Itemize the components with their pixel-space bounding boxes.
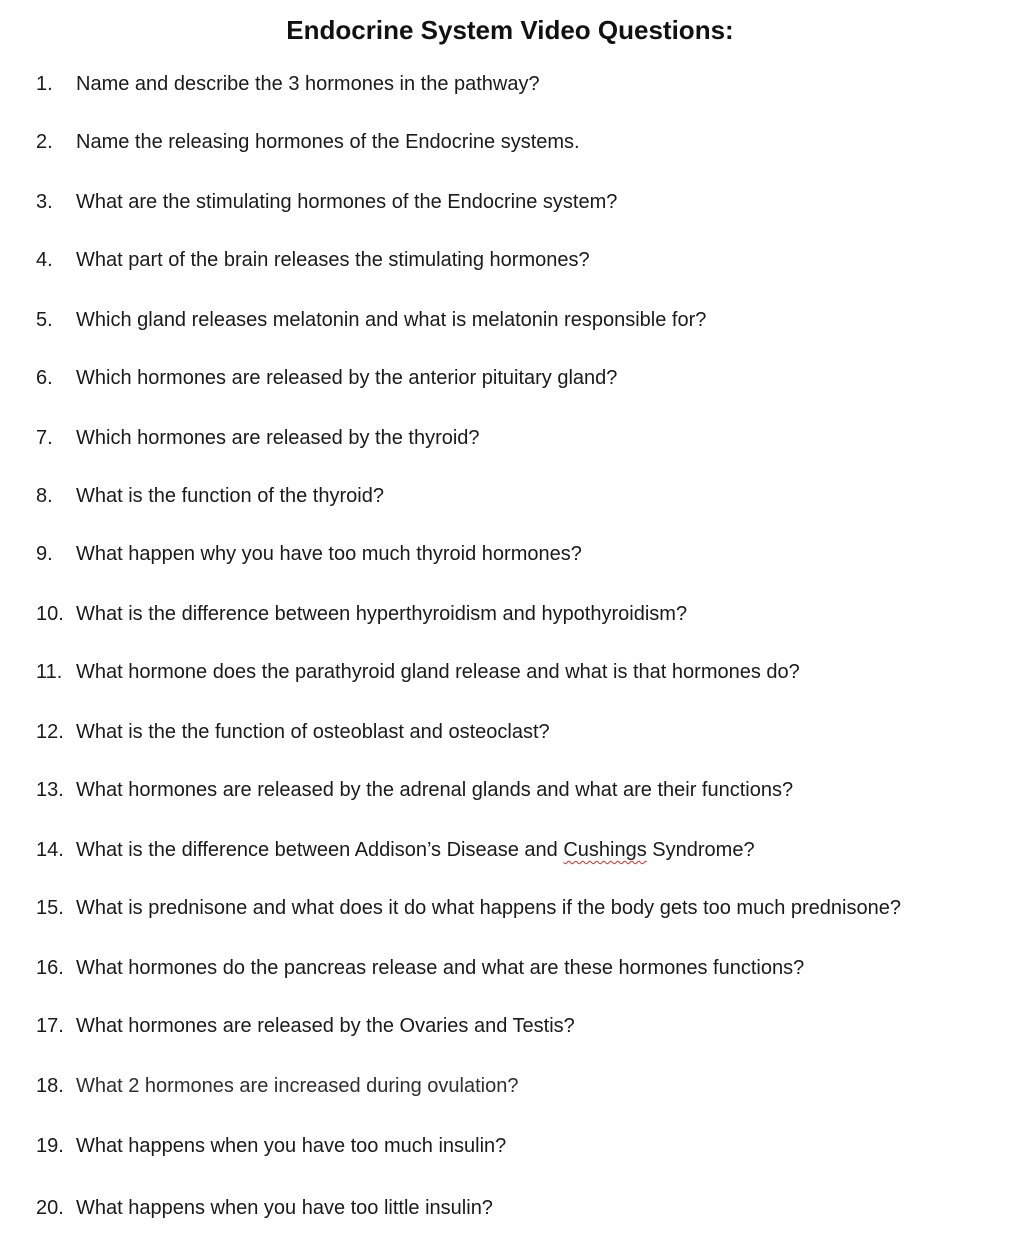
document-title: Endocrine System Video Questions: xyxy=(286,15,734,45)
question-number: 20. xyxy=(36,1197,64,1219)
question-text: What hormones are released by the adrenal glands and what are their functions? xyxy=(76,779,794,801)
question-text: Which hormones are released by the anterior pituitary gland? xyxy=(76,367,618,389)
question-text-part: Syndrome? xyxy=(646,839,755,861)
question-item xyxy=(0,835,1010,865)
question-item xyxy=(0,1071,1010,1101)
question-item xyxy=(0,539,1010,569)
question-number: 5. xyxy=(36,309,53,331)
question-number: 8. xyxy=(36,485,53,507)
question-item xyxy=(0,893,1010,923)
question-item xyxy=(0,127,1010,157)
question-text-part: What is the difference between Addison’s Disease and xyxy=(76,839,564,861)
question-number: 7. xyxy=(36,427,53,449)
question-text: What happens when you have too little insulin? xyxy=(76,1197,493,1219)
question-item xyxy=(0,423,1010,453)
question-text: What part of the brain releases the stimulating hormones? xyxy=(76,249,590,271)
question-item xyxy=(0,1131,1010,1161)
question-text xyxy=(76,835,755,865)
question-number: 10. xyxy=(36,603,64,625)
question-text: Which gland releases melatonin and what is melatonin responsible for? xyxy=(76,309,707,331)
question-text: What are the stimulating hormones of the Endocrine system? xyxy=(76,191,618,213)
question-number: 14. xyxy=(36,839,64,861)
question-item xyxy=(0,717,1010,747)
question-number: 2. xyxy=(36,131,53,153)
spellcheck-flagged-word[interactable]: Cushings xyxy=(563,839,647,861)
question-text: What hormones are released by the Ovaries and Testis? xyxy=(76,1015,575,1037)
question-text: What hormone does the parathyroid gland release and what is that hormones do? xyxy=(76,661,800,683)
question-item xyxy=(0,69,1010,99)
question-text: What is the function of the thyroid? xyxy=(76,485,384,507)
question-number: 1. xyxy=(36,73,53,95)
question-item xyxy=(0,775,1010,805)
question-item xyxy=(0,1193,1010,1223)
question-text: What happens when you have too much insulin? xyxy=(76,1135,507,1157)
question-number: 15. xyxy=(36,897,64,919)
question-text: Which hormones are released by the thyroid? xyxy=(76,427,480,449)
question-text: What happen why you have too much thyroid hormones? xyxy=(76,543,582,565)
question-text: What is prednisone and what does it do what happens if the body gets too much prednisone? xyxy=(76,897,901,919)
question-text: What is the difference between hyperthyroidism and hypothyroidism? xyxy=(76,603,688,625)
question-item xyxy=(0,657,1010,687)
question-number: 16. xyxy=(36,957,64,979)
question-item xyxy=(0,953,1010,983)
question-number: 4. xyxy=(36,249,53,271)
question-number: 12. xyxy=(36,721,64,743)
question-number: 19. xyxy=(36,1135,64,1157)
question-number: 3. xyxy=(36,191,53,213)
question-item xyxy=(0,1011,1010,1041)
question-text: Name and describe the 3 hormones in the pathway? xyxy=(76,73,540,95)
question-number: 11. xyxy=(36,661,63,683)
question-text: What hormones do the pancreas release and what are these hormones functions? xyxy=(76,957,805,979)
question-text: Name the releasing hormones of the Endocrine systems. xyxy=(76,131,580,153)
question-text: What is the the function of osteoblast and osteoclast? xyxy=(76,721,550,743)
question-item xyxy=(0,481,1010,511)
question-number: 6. xyxy=(36,367,53,389)
question-item xyxy=(0,245,1010,275)
question-item xyxy=(0,305,1010,335)
question-text: What 2 hormones are increased during ovulation? xyxy=(76,1075,519,1097)
question-item xyxy=(0,599,1010,629)
question-number: 17. xyxy=(36,1015,64,1037)
question-number: 9. xyxy=(36,543,53,565)
question-number: 18. xyxy=(36,1075,64,1097)
question-item xyxy=(0,187,1010,217)
question-item xyxy=(0,363,1010,393)
question-number: 13. xyxy=(36,779,64,801)
